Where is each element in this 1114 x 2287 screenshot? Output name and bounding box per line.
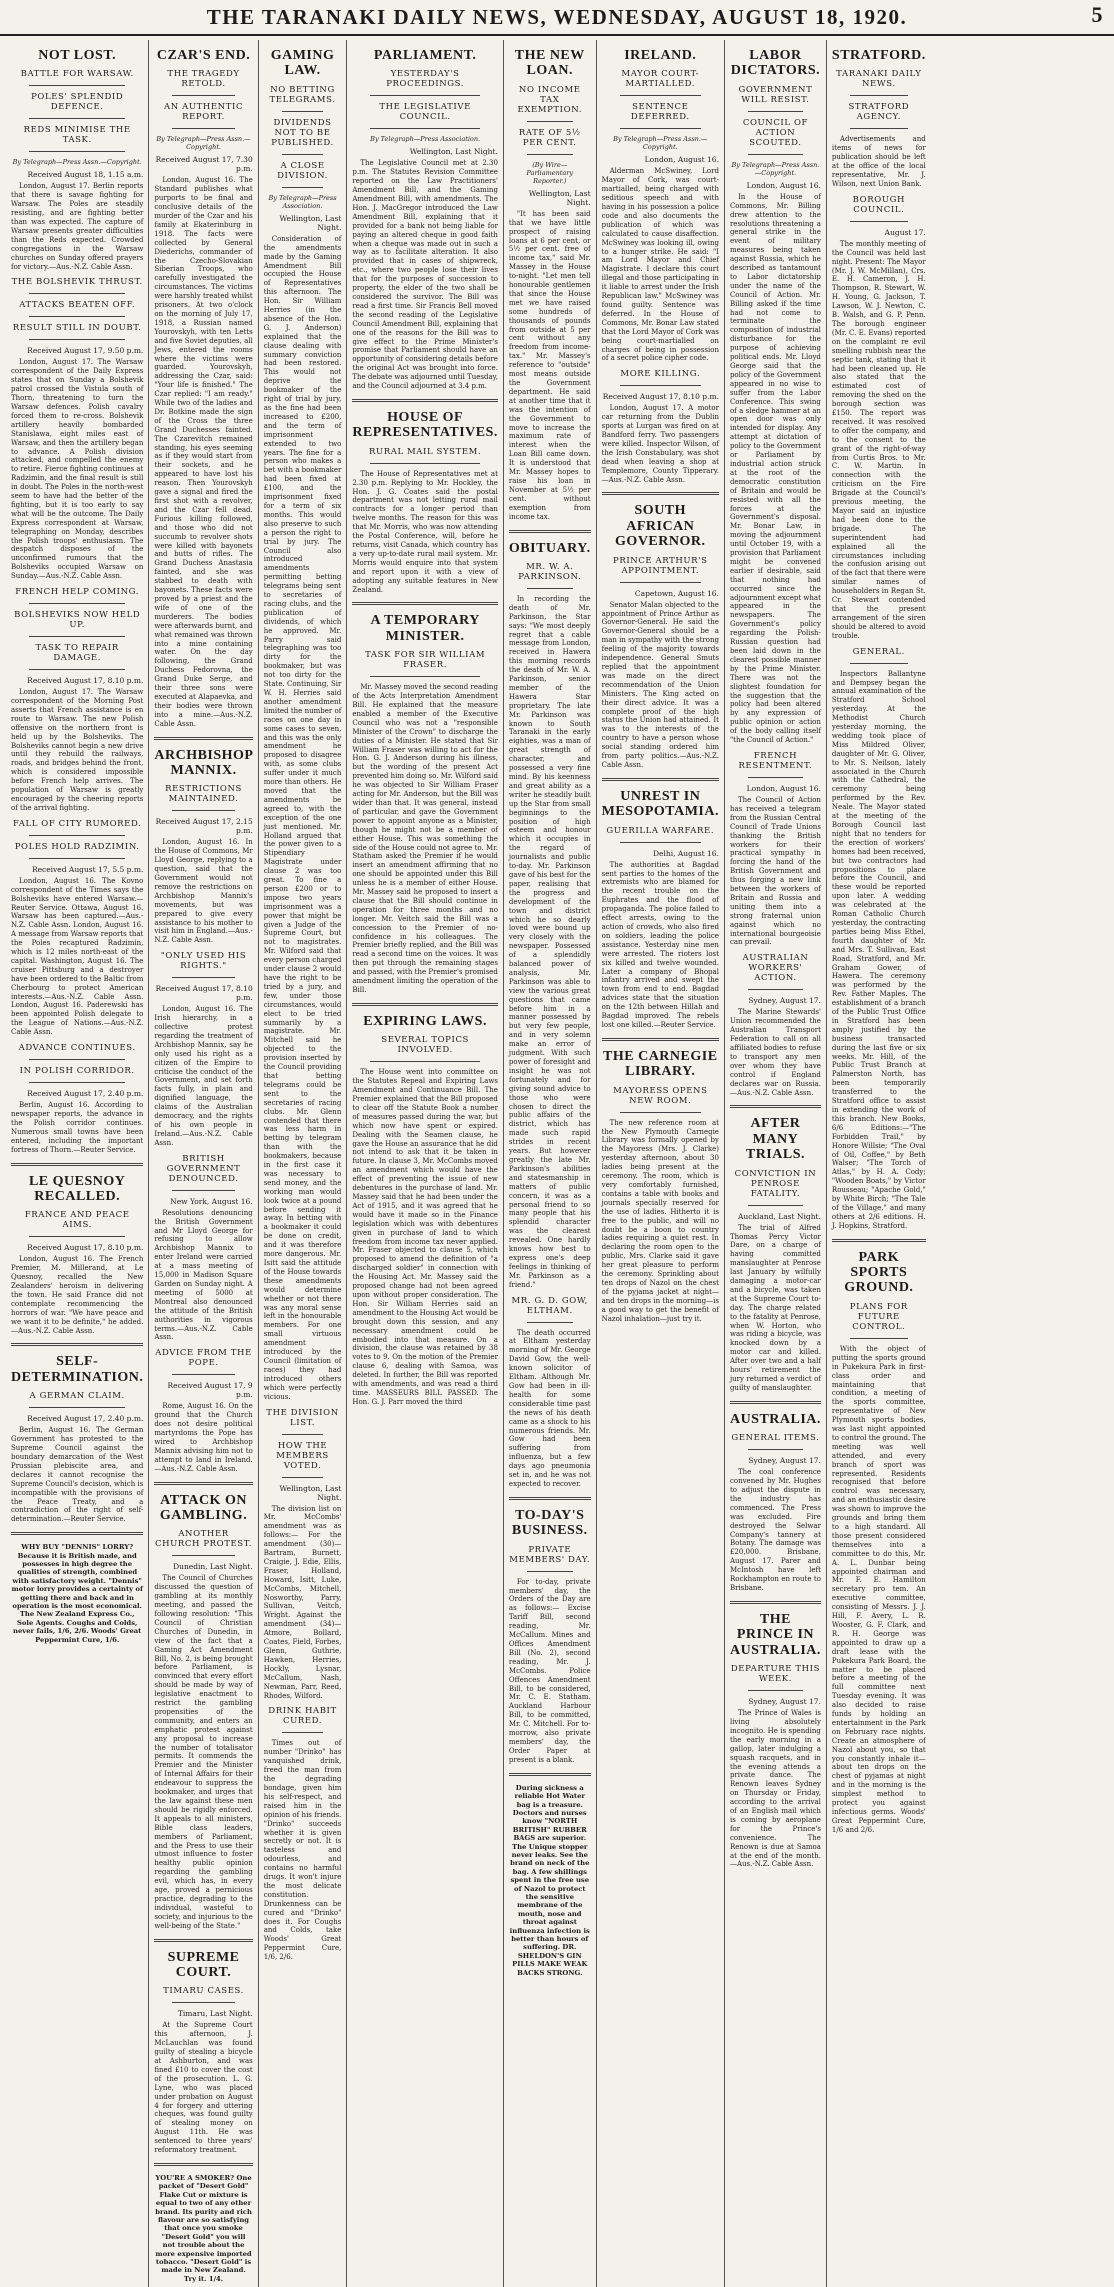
- sub-rule: [620, 582, 701, 583]
- sub-headline: TASK FOR SIR WILLIAM FRASER.: [365, 650, 486, 671]
- sub-headline: MAYOR COURT-MARTIALLED.: [621, 69, 700, 90]
- article-body: London, August 16. The Standard publishes what purports to be final and conclusive details of the murder of the Czar and his family at Ekaterinburg in 1918. The facts were collected by General Diederichs, commander of the Czecho-Slovakian Siberian Troops, who carefully investigated the circumstances. The victims were harshly treated whilst prisoners. At two o'clock on the morning of July 17, 1918, a Russian named Yourovskyh, with ten Letts and five Soviet deputies, all Jews, entered the rooms where the victims were guarded. Yourovskyh, addressing the Czar, said: "Your life is finished." The Czar replied: "I am ready." While two of the ladies and Dr. Botkine made the sign of the Cross the three Grand Duchesses fainted. The Czarevitch remained standing, his eyes seeming as if they would start from their sockets, and he appeared to have lost his reason. Then Yourovskyh gave a signal and fired the first shot with a revolver, and the Czar fell dead. Furious killing followed, and those who did not succumb to revolver shots were killed with bayonets and butts of rifles. The Grand Duchess Anastasia fainted, and she was stabbed to death with bayonets. These facts were proved by a priest and the wife of one of the murderers. The bodies were afterwards burnt, and what remained was thrown into a mine containing water. On the day following, the Grand Duchess Fedorovna, the Grand Duke Serge, and their three sons were executed at Alapaevka, and their bodies were thrown into a mine.—Aus.-N.Z. Cable Assn.: [154, 176, 253, 728]
- section-divider: [154, 737, 252, 740]
- column-1: [6, 40, 149, 2287]
- sub-rule: [527, 154, 573, 155]
- article-headline: EXPIRING LAWS.: [363, 1013, 487, 1029]
- article-body: In the House of Commons, Mr. Billing drew attention to the resolutions threatening a general strike in the event of military measures being taken against Russia, which he described as tantamount to Labor dictatorship under the name of the Council of Action. Mr. Billing asked if the time had not come to terminate the composition of industrial disturbance for the purpose of achieving political ends. Mr. Lloyd George said that the policy of the Government appeared in no wise to suffer from the Labor Conference. This swing of a sledge hammer at an open door was only intended for display. Any attempt at dictation of policy to the Government or Parliament by industrial action struck at the root of the democratic constitution of Britain and would be resisted with all the forces at the Government's disposal. Mr. Bonar Law, in moving the adjournment until October 19, with a provision that Parliament might be convened earlier if desirable, said that nothing had occurred since the adjournment except what appeared in the newspapers. The Government's policy regarding the Polish-Russian question had been laid down in the clearest possible manner by the Prime Minister. There was not the slightest foundation for the suggestion that the policy had been altered by any expression of public opinion or action of the body calling itself "the Council of Action.": [729, 192, 821, 745]
- sub-headline: THE TRAGEDY RETOLD.: [167, 69, 240, 90]
- article-body: The trial of Alfred Thomas Percy Victor Dare, on a charge of having committed manslaughter at Penrose last January by wilfully damaging a motor-car and a bicycle, was taken at the Supreme Court to-day. The charge related to the fatality at Penrose, when W. Horton, who was riding a bicycle, was knocked down by a motor car and killed. After over two and a half hours' retirement the jury returned a verdict of guilty of manslaughter.: [729, 1223, 821, 1392]
- dateline: Received August 17, 2.40 p.m.: [27, 1414, 144, 1424]
- sub-headline: POLES HOLD RADZIMIN.: [14, 841, 140, 852]
- sub-rule: [172, 810, 234, 811]
- dateline: August 17.: [884, 227, 926, 237]
- sub-rule: [748, 1690, 803, 1691]
- sub-headline: PRIVATE MEMBERS' DAY.: [509, 1544, 591, 1565]
- sub-headline: A GERMAN CLAIM.: [29, 1391, 125, 1402]
- article-body: Consideration of the amendments made by the Gaming Amendment Bill occupied the House of Representatives this afternoon. The Hon. Sir William Herries (in the absence of the Hon. G. J. Anderson) explained that the clause dealing with summary conviction had been restored. This would not deprive the bookmaker of the right of trial by jury, as the fine had been increased to £200, and the term of imprisonment extended to two years. The fine for a person who makes a bet with a bookmaker had been fixed at £100, and the imprisonment fixed for a term of six months. This would also preserve to such a person the right to trial by jury. The Council also introduced amendments permitting betting telegrams being sent to secretaries of racing clubs, and the publication of dividends, of which he approved. Mr. Parry said telegraphing was too dirty for the bookmaker, but was not too dirty for the State. Continuing, Sir W. H. Herries said another amendment limited the number of races on one day in some cases to seven, and this was the only amendment he proposed to disagree with, as some clubs suffer under it much more than others. He moved that the amendments be agreed to, with the exception of the one just mentioned. Mr. Holland argued that the power given to a Stipendiary Magistrate under clause 2 was too great. To fine a person £200 or to impose two years imprisonment was a power that might be given a Judge of the Supreme Court, but not to magistrates. Mr. Wilford said that every person charged under clause 2 would have the right to be tried by a jury, and few, under those circumstances, would elect to be tried summarily by a magistrate. Mr. Mitchell said he objected to the provision inserted by the Council providing that betting telegrams could be sent to the secretaries of racing clubs. Mr. Glenn contended that there was less harm in betting by telegram than with the bookmakers, because in the first case it was necessary to send money, and the working man would look twice at a pound before sending it away. In betting with a bookmaker it could be done on credit, and it was therefore more dangerous. Mr. Isitt said the attitude of the House towards these amendments would determine whether or not there was any moral sense left in the honourable members. For one small virtuous amendment introduced by the Council (limitation of races) they had introduced others which were perfectly vicious.: [263, 234, 342, 1401]
- article-headline: ATTACK ON GAMBLING.: [159, 1492, 248, 1523]
- dateline: Received August 17, 9.50 p.m.: [27, 346, 144, 356]
- article-headline: OBITUARY.: [508, 540, 591, 556]
- sub-rule: [29, 1407, 125, 1408]
- dateline: London, August 16.: [746, 783, 821, 793]
- section-divider: [352, 602, 498, 605]
- article-headline: SOUTH AFRICAN GOVERNOR.: [615, 503, 706, 550]
- sub-headline: THE DIVISION LIST.: [266, 1407, 339, 1428]
- dateline: Received August 18, 1.15 a.m.: [27, 170, 144, 180]
- sub-rule: [29, 858, 125, 859]
- article-headline: NOT LOST.: [38, 48, 117, 63]
- sub-rule: [370, 95, 480, 96]
- sub-headline: PLANS FOR FUTURE CONTROL.: [849, 1301, 908, 1332]
- column-5: [504, 40, 597, 2287]
- article-body: Resolutions denouncing the British Government and Mr Lloyd George for refusing to allow Archbishop Mannix to enter Ireland were carried at a mass meeting of 15,000 in Madison Square Garden on Sunday night. A meeting of 5000 at Montreal also denounced the attitude of the British authorities in vigorous terms.—Aus.-N.Z. Cable Assn.: [154, 1208, 253, 1342]
- sub-headline: BRITISH GOVERNMENT DENOUNCED.: [166, 1153, 241, 1184]
- section-divider: [154, 1482, 252, 1485]
- section-divider: [509, 1497, 591, 1500]
- dateline: New York, August 16.: [170, 1196, 253, 1206]
- dateline: Delhi, August 16.: [653, 848, 719, 858]
- sub-rule: [850, 128, 908, 129]
- section-divider: [602, 1038, 719, 1041]
- sub-rule: [29, 669, 125, 670]
- sub-rule: [620, 1112, 701, 1113]
- sub-headline: FRANCE AND PEACE AIMS.: [24, 1210, 130, 1231]
- column-7: [725, 40, 827, 2287]
- sub-headline: FRENCH RESENTMENT.: [738, 750, 813, 771]
- article-body: With the object of putting the sports ground in Pukekura Park in first-class order and maintaining that condition, a meeting of the sports committee, representative of New Plymouth sports bodies, was last night appointed to control the ground. The meeting was well attended, and every branch of sport was represented. Residents recognised that before control was necessary, and an enthusiastic desire was shown to improve the grounds and bring them to a high standard. All those present considered themselves into a committee to do this, Mr. A. L. Dunbar being appointed chairman and Mr. F. E. Hamilton secretary pro tem. An executive committee, consisting of Messrs. J. J. Hill, F. Avery, L. R. Wooster, G. F. Clark, and R. H. George was appointed to draw up a draft lease with the Pukekura Park Board, the matter to be placed before a meeting of the full committee next Tuesday evening. It was also decided to raise funds by holding an entertainment in the Park on February race nights. Create an atmosphere of Nazol about you, so that you constantly inhale it—about ten drops on the chest of pyjamas at night and in the morning is the simplest method to protect you against infectious germs. Woods' Great Peppermint Cure, 1/6 and 2/6.: [831, 1344, 926, 1834]
- sub-rule: [29, 151, 125, 152]
- sub-rule: [172, 977, 234, 978]
- sub-headline: MORE KILLING.: [620, 369, 701, 380]
- sub-headline: FRENCH HELP COMING.: [15, 587, 140, 598]
- sub-rule: [527, 588, 573, 589]
- sub-rule: [527, 1322, 573, 1323]
- sub-headline: RURAL MAIL SYSTEM.: [368, 446, 482, 457]
- article-body: Berlin, August 16. According to newspaper reports, the advance in the Polish corridor continues. Numerous small towns have been entered, including the important fortress of Thorn.—Reuter Service.: [11, 1101, 144, 1154]
- article-body: London, August 16. The Irish hierarchy, in a collective protest regarding the treatment of Archbishop Mannix, say he only used his right as a citizen of the Empire to criticise the conduct of the Government, and set forth facts fully, in plain and dignified language, the claims of the Australian democracy, and the rights of his own people in Ireland.—Aus.-N.Z. Cable Assn.: [154, 1005, 253, 1147]
- article-body: Inspectors Ballantyne and Dempsey began the annual examination of the Stratford School yesterday. At the Methodist Church yesterday morning, the wedding took place of Miss Mildred Oliver, daughter of Mr. G. Oliver, to Mr. S. Neilson, lately associated in the Church with the Cathedral, the ceremony being performed by the Rev. Neale. The Mayor stated at the meeting of the Borough Council last night that no tenders for the erection of workers' homes had been received, but two contractors had propositions to place before the Council, and these would be reported upon later. A wedding was celebrated at the Roman Catholic Church yesterday, the contracting parties being Miss Ethel, fourth daughter of Mr. and Mrs. T. Sullivan, East Road, Stratford, and Mr. Graham Gower, of Hawera. The ceremony was performed by the Rev. Father Maples. The establishment of a branch of the Public Trust Office in Stratford has been amply justified by the business transacted during the last five or six weeks. Mr. Hill, of the Public Trust Branch at Palmerston North, has been temporarily transferred to the Stratford office to assist in extending the work of this branch. New Books, 6/6 Editions:—"The Forbidden Trail," by Honore Willsie; "The Oval of Oil, Coffee," by Beth Walser; "The Torch of Atlas," by H. A. Cody; "Wooden Boats," by Victor Rousseau; "Apache Gold," by White Birch; "The Tale of the Village," and many others at 2/6 editions. H. J. Hopkins, Stratford.: [831, 669, 926, 1230]
- dateline: Dunedin, Last Night.: [173, 1562, 253, 1572]
- article-body: In recording the death of Mr. Parkinson, the Star says: "We most deeply regret that a cable message from London, received in Hawera this morning records the death of Mr. W. A. Parkinson, senior member of the Hawera Star proprietary. The late Mr. Parkinson was known to South Taranaki in the early eighties, was a man of great strength of character, and possessed a very fine mind. By his keenness and great ability as a writer he steadily built up the Star from small beginnings to the position of high esteem and honour which it occupies in the regard of journalists and public to-day. Mr. Parkinson gave of his best for the paper, realising that the progress and development of the town and district which he so dearly loved were bound up very closely with the newspaper. Possessed of a splendidly balanced power of analysis, Mr. Parkinson was able to view the various great questions that came before him in a manner possessed by but very few people, and in very solemn make an error of judgment. With such power of foresight and insight he was not fortunately and for giving sound advice to those who were chosen to direct the public affairs of the district, which has made such rapid strides in recent years. But however greatly the late Mr. Parkinson's abilities and statesmanship in matters of public concern, it was as a personal friend to so many people that his splendid character was the clearest revealed. One hardly knows how best to express one's deep feelings in thinking of Mr. Parkinson as a friend.": [508, 594, 591, 1289]
- sub-rule: [172, 1190, 234, 1191]
- article-headline: HOUSE OF REPRESENTATIVES.: [352, 409, 498, 441]
- dateline: Capetown, August 16.: [634, 588, 719, 598]
- sub-rule: [29, 1059, 125, 1060]
- byline: (By Wire—Parliamentary Reporter.): [526, 160, 574, 185]
- sub-headline: GOVERNMENT WILL RESIST.: [738, 84, 813, 105]
- advertisement: During sickness a reliable Hot Water bag is a treasure. Doctors and nurses know "NORTH BRITISH" RUBBER BAGS are superior. The Unique stopper never leaks. See the brand on neck of the bag. A few shillings spent in the free use of Nazol to protect the sensitive membrane of the mouth, nose and throat against influenza infection is better than hours of suffering. DR. SHELDON'S GIN PILLS MAKE WEAK BACKS STRONG.: [509, 1783, 590, 1977]
- sub-headline: BATTLE FOR WARSAW.: [20, 69, 134, 80]
- section-divider: [11, 1343, 143, 1346]
- article-headline: AFTER MANY TRIALS.: [745, 1116, 805, 1163]
- article-body: London, August 16. The Kovno correspondent of the Times says the Bolsheviks have entered Warsaw.—Reuter Service. Ottawa, August 16. Warsaw has been captured.—Aus.-N.Z. Cable Assn. London, August 16. A message from Warsaw reports that the Poles recaptured Radzimin, which is 12 miles north-east of the capital. Washington, August 16. The cruiser Pittsburg and a destroyer have been ordered to the Baltic from Cherbourg to protect American interests.—Aus.-N.Z. Cable Assn. London, August 16. Paderewski has been appointed Polish delegate to the League of Nations.—Aus.-N.Z. Cable Assn.: [11, 876, 144, 1037]
- dateline: Received August 17, 8.10 p.m.: [27, 676, 144, 686]
- article-body: Senator Malan objected to the appointment of Prince Arthur as Governor-General. He said the Governor-General should be a man in sympathy with the strong feeling of the majority towards independence. General Smuts replied that the appointment was made on the direct recommendation of the Union Ministers. The King acted on their direct advice. It was a complete proof of the high status the Union had attained. It was to the interests of the country to have a person whose social standing ordered him from party politics.—Aus.-N.Z. Cable Assn.: [601, 600, 719, 769]
- sub-rule: [748, 777, 803, 778]
- article-body: At the Supreme Court this afternoon, J. McLauchlan was found guilty of stealing a bicycle at Ashburton, and was fined £10 to cover the cost of the prosecution. L. G. Lyne, who was placed under probation on August 4 for forgery and uttering cheques, was found guilty of stealing money on August 11th. He was sentenced to three years' reformatory treatment.: [154, 2021, 253, 2155]
- sub-headline: IN POLISH CORRIDOR.: [19, 1066, 135, 1077]
- sub-headline: GUERILLA WARFARE.: [606, 825, 715, 836]
- dateline: Received August 17, 8.10 p.m.: [27, 1243, 144, 1253]
- sub-rule: [282, 1732, 324, 1733]
- sub-headline: THE LEGISLATIVE COUNCIL.: [379, 102, 471, 123]
- dateline: Received August 17, 8.10 p.m.: [155, 984, 253, 1003]
- article-body: Alderman McSwiney, Lord Mayor of Cork, was court-martialled, being charged with seditious speech and with having in his possession a police code and also documents the publication of which was calculated to cause disaffection. McSwiney was looking ill, owing to a hunger strike. He said: "I am Lord Mayor and Chief Magistrate. I declare this court illegal and those participating in it liable to arrest under the Irish Republican law." McSwiney was found guilty. Sentence was deferred. In the House of Commons, Mr. Bonar Law stated that the Lord Mayor of Cork was being court-martialled on charges of being in possession of a secret police cipher code.: [601, 167, 719, 363]
- sub-rule: [29, 835, 125, 836]
- page-number: 5: [1091, 2, 1104, 27]
- article-body: The House went into committee on the Statutes Repeal and Expiring Laws Amendment and Continuance Bill. The Premier explained that the Bill proposed to clear off the Statute Book a number of measures passed during the war, but which now have spent or expired. Dealing with the Seamen clause, he gave the House an assurance that he did not intend to ask that it be taken in future. In clause 3, Mr. McCombs moved an amendment which would have the effect of preventing the issue of new debentures in the purchase of land. Mr. Massey said that he had been under the Act of 1915, and it was agreed that he would have it made so in the Finance legislation which was with debentures given in purchase of land to which freedom from income tax never applied. Mr. Fraser objected to clause 5, which proposed to amend the definition of "a discharged soldier" in connection with the Housing Act. Mr. Massey said the proposed change had not been agreed upon without proper consideration. The Hon. Sir William Herries said an amendment to the Housing Act would be brought down this session, and any necessary amendment could be embodied into that measure. On a division, the clause was retained by 38 votes to 9. On the motion of the Premier clause 6, dealing with Samoa, was deleted. In further, the Bill was reported with amendments, and was read a third time. MASSEURS BILL PASSED. The Hon. G. J. Parr moved the third: [352, 1068, 498, 1406]
- dateline: Received August 17, 2.15 p.m.: [155, 817, 253, 836]
- sub-rule: [282, 154, 324, 155]
- advertisement: WHY BUY "DENNIS" LORRY? Because it is British made, and possesses in high degree the qualities of strength, combined with satisfactory weight. "Dennis" motor lorry provides a certainty of getting there and back and in operation is the most economical. The New Zealand Express Co., Sole Agents. Coughs and Colds, never fails, 1/6, 2/6. Woods' Great Peppermint Cure, 1/6.: [11, 1543, 143, 1644]
- sub-rule: [850, 221, 908, 222]
- ad-divider: [509, 1773, 591, 1776]
- sub-rule: [282, 111, 324, 112]
- sub-rule: [370, 463, 480, 464]
- article-headline: LE QUESNOY RECALLED.: [28, 1173, 126, 1204]
- section-divider: [832, 1239, 926, 1242]
- section-divider: [602, 492, 719, 495]
- dateline: Received August 17, 2.40 p.m.: [27, 1089, 144, 1099]
- sub-headline: ATTACKS BEATEN OFF.: [19, 300, 136, 311]
- sub-rule: [620, 385, 701, 386]
- dateline: Wellington, Last Night.: [528, 188, 591, 207]
- sub-headline: RESULT STILL IN DOUBT.: [12, 323, 142, 334]
- article-body: Rome, August 16. On the ground that the Church does not desire political martyrdoms the Pope has wired to Archbishop Mannix advising him not to attempt to land in Ireland.—Aus.-N.Z. Cable Assn.: [154, 1402, 253, 1473]
- article-body: Advertisements and items of news for publication should be left at the office of the local representative, Mr. J. Wilson, next Union Bank.: [831, 135, 926, 188]
- column-2: [149, 40, 258, 2287]
- dateline: Received August 17, 7.30 p.m.: [155, 155, 253, 174]
- sub-rule: [29, 1236, 125, 1237]
- sub-headline: TASK TO REPAIR DAMAGE.: [35, 643, 119, 664]
- sub-rule: [172, 128, 234, 129]
- sub-headline: THE BOLSHEVIK THRUST.: [11, 277, 143, 288]
- sub-headline: SENTENCE DEFERRED.: [630, 102, 690, 123]
- sub-headline: "ONLY USED HIS RIGHTS.": [160, 951, 247, 972]
- sub-rule: [748, 1449, 803, 1450]
- column-8: [827, 40, 931, 2287]
- sub-rule: [748, 111, 803, 112]
- article-headline: A TEMPORARY MINISTER.: [370, 613, 480, 644]
- sub-headline: COUNCIL OF ACTION SCOUTED.: [742, 117, 809, 148]
- article-body: For to-day, private members' day, the Orders of the Day are as follows:— Excise Tariff Bill, second reading, Mr. McCallum. Mines and Offices Amendment Bill (No. 2), second reading, Mr. J. McCombs. Police Offences Amendment Bill, to be considered, Mr. C. E. Statham. Auckland Harbour Bill, to be committed, Mr. C. Mitchell. For to-morrow, also private members' day, the Order Paper at present is a blank.: [508, 1577, 591, 1764]
- sub-rule: [850, 663, 908, 664]
- sub-headline: ADVICE FROM THE POPE.: [155, 1348, 252, 1369]
- sub-headline: A CLOSE DIVISION.: [277, 160, 328, 181]
- dateline: Wellington, Last Night.: [409, 147, 498, 157]
- dateline: Timaru, Last Night.: [177, 2009, 253, 2019]
- masthead: [0, 0, 1114, 36]
- article-body: The Prince of Wales is living absolutely incognito. He is spending the early morning in a gallop, later indulging a squash racquets, and in the evening attends a private dance. The Renown leaves Sydney on Thursday or Friday, according to the arrival of an English mail which is coming by aeroplane for the Prince's convenience. The Renown is due at Samoa at the end of the month.—Aus.-N.Z. Cable Assn.: [729, 1709, 821, 1869]
- sub-headline: GENERAL ITEMS.: [731, 1433, 820, 1444]
- sub-headline: RESTRICTIONS MAINTAINED.: [165, 784, 242, 805]
- dateline: Sydney, August 17.: [748, 1456, 821, 1466]
- advertisement: YOU'RE A SMOKER? One packet of "Desert Gold" Flake Cut or mixture is equal to two of any other brand. Its purity and rich flavour are so satisfying that once you smoke "Desert Gold" you will not trouble about the more expensive imported tobacco. "Desert Gold" is made in New Zealand. Try it. 1/4.: [155, 2173, 252, 2283]
- sub-rule: [29, 316, 125, 317]
- sub-headline: NO INCOME TAX EXEMPTION.: [517, 84, 582, 115]
- sub-rule: [370, 128, 480, 129]
- sub-rule: [29, 1082, 125, 1083]
- section-divider: [730, 1105, 821, 1108]
- byline: By Telegraph—Press Association.: [370, 135, 481, 144]
- sub-headline: BOLSHEVIKS NOW HELD UP.: [14, 610, 141, 631]
- dateline: Sydney, August 17.: [748, 1697, 821, 1707]
- article-body: "It has been said that we have little prospect of raising loans at 6 per cent, or 5½ per cent. free of income tax," said Mr. Massey in the House to-night. "Let men tell honourable gentlemen that since the House met we have raised some hundreds of thousands of pounds from outside at 5 per cent without any freedom from income-tax." Mr. Massey's reference to "outside" most means outside the Government department. He said at another time that it was the intention of the Government to move to increase the maximum rate of interest when the Loan Bill came down. It is understood that Mr. Massey hopes to raise his loan in November at 5½ per cent. without exemption from income tax.: [508, 209, 591, 521]
- column-4: [347, 40, 504, 2287]
- article-headline: PARLIAMENT.: [373, 48, 477, 63]
- page-columns: [6, 40, 1108, 2283]
- sub-rule: [172, 1374, 234, 1375]
- article-body: The Legislative Council met at 2.30 p.m. The Statutes Revision Committee reported on the Law Practitioners' Amendment Bill, and the Gaming Amendment Bill, with amendments. The Hon. J. MacGregor introduced the Law Amendment Bill, explaining that it provided for a bank not being liable for paying an altered cheque in good faith when a cheque was made out in such a way as to facilitate alteration. It also provided that in cases of shipwreck, etc., where two people lose their lives that for the purposes of succession to property, the elder of the two shall be considered the survivor. The Bill was read a first time. Sir Francis Bell moved the second reading of the Legislative Council Amendment Bill, explaining that one of the reasons for the Bill was to give effect to the Prime Minister's promise that Parliament should have an opportunity of considering details before the original Act was brought into force. The debate was adjourned until Tuesday, and the Council adjourned at 3.4 p.m.: [352, 159, 498, 391]
- dateline: Received August 17, 5.5 p.m.: [31, 864, 144, 874]
- article-body: The Council of Action has received a telegram from the Russian Central Council of Trade Unions thanking the British workers for their practical sympathy in forcing the hand of the British Government and thus forging a new link between the workers of Britain and Russia and uniting them into a strong fraternal union against which no international bourgeoisie can prevail.: [729, 795, 821, 947]
- sub-rule: [172, 95, 234, 96]
- article-body: The authorities at Bagdad sent parties to the homes of the extremists who are blamed for the recent trouble on the Euphrates and the flood of propaganda. The police failed to effect arrests, owing to the action of crowds, who also fired on soldiers, leading the police assistance. Yesterday nine men were arrested. The rioters lost six killed and twelve wounded. Later a company of Bhopal infantry arrived and swept the town from end to end. Bagdad advices state that the situation on the 12th between Hillah and Bagdad improved. The rebels lost one killed.—Reuter Service.: [601, 860, 719, 1029]
- article-body: The House of Representatives met at 2.30 p.m. Replying to Mr. Hockley, the Hon. J. G. Coates said the postal department was not letting rural mail contracts for a longer period than twelve months. The reason for this was that Mr. Morris, who was now attending the Postal Conference, will, before he returns, visit Canada, which country has a very up-to-date rural mail system. Mr. Morris would enquire into that system and report upon it with a view of adopting any suitable features in New Zealand.: [352, 469, 498, 594]
- sub-headline: DRINK HABIT CURED.: [268, 1706, 337, 1727]
- byline: By Telegraph—Press Assn.—Copyright.: [613, 135, 708, 152]
- section-divider: [352, 1003, 498, 1006]
- sub-rule: [748, 1205, 803, 1206]
- sub-headline: REDS MINIMISE THE TASK.: [23, 125, 131, 146]
- sub-rule: [370, 1061, 480, 1062]
- sub-rule: [282, 1477, 324, 1478]
- section-divider: [602, 778, 719, 781]
- article-body: London, August 16. The French Premier, M. Millerand, at Le Quesnoy, recalled the New Zealanders' heroism in delivering the town. He said France did not contemplate recommencing the horrors of war. "We have peace and we want it to be definite," he added.—Aus.-N.Z. Cable Assn.: [11, 1255, 144, 1335]
- dateline: London, August 16.: [746, 180, 821, 190]
- sub-headline: SEVERAL TOPICS INVOLVED.: [381, 1035, 469, 1056]
- sub-rule: [850, 95, 908, 96]
- sub-headline: DIVIDENDS NOT TO BE PUBLISHED.: [271, 117, 334, 148]
- article-headline: AUSTRALIA.: [729, 1411, 821, 1427]
- section-divider: [509, 530, 591, 533]
- dateline: Received August 17, 8.10 p.m.: [602, 392, 719, 402]
- sub-headline: GENERAL.: [852, 646, 905, 657]
- sub-rule: [29, 118, 125, 119]
- article-headline: IRELAND.: [624, 48, 697, 63]
- article-body: The new reference room at the New Plymouth Carnegie Library was formally opened by the Mayoress (Mrs. J. Clarke) yesterday afternoon, about 30 ladies being present at the ceremony. The room, which is very comfortably furnished, contains a table with books and journals specially reserved for the use of ladies. Hitherto it is free to the public, and will no doubt be a boon to country ladies requiring a quiet rest. In declaring the room open to the public, Mrs. Clarke said it gave her great pleasure to perform the ceremony. Sprinkling about ten drops of Nazol on the chest of the pyjama jacket at night—and ten drops in the morning—is a good way to get the benefit of Nazol inhalation—just try it.: [601, 1118, 719, 1323]
- sub-headline: AUSTRALIAN WORKERS' ACTION.: [742, 953, 809, 984]
- article-headline: SELF-DETERMINATION.: [11, 1354, 144, 1385]
- sub-rule: [29, 636, 125, 637]
- article-headline: STRATFORD.: [831, 48, 926, 63]
- sub-headline: NO BETTING TELEGRAMS.: [269, 84, 336, 105]
- article-body: Mr. Massey moved the second reading of the Acts Interpretation Amendment Bill. He explained that the measure enabled a member of the Executive Council who was not a "responsible Minister of the Crown" to discharge the duties of a Minister. He stated that Sir William Fraser was willing to act for the Hon. G. J. Anderson during his illness, but the wording of the present Act prevented him doing so. Mr. Wilford said he was objected to Sir William Fraser acting for Mr. Anderson, but the Bill was wider than that. It was general, instead of particular, and gave the Government power to appoint anyone as a Minister, though he might not be a member of either House. This was something the side of the House could not agree to. Mr. Statham asked the Premier if he would insert an amendment affirming that no one should be appointed under this Bill unless he is a member of either House. Mr. Massey said he proposed to insert a clause that the Bill should continue in operation for three months and no longer. Mr. Veitch said the Bill was a concession to the Premier of no-confidence in his colleagues. The Premier briefly replied, and the Bill was read a second time on the voices. It was then put through the remaining stages and passed, with the Premier's promised amendment limiting the operation of the Bill.: [352, 683, 498, 995]
- sub-rule: [620, 95, 701, 96]
- article-headline: UNREST IN MESOPOTAMIA.: [601, 788, 719, 820]
- dateline: Auckland, Last Night.: [737, 1211, 821, 1221]
- sub-rule: [282, 1434, 324, 1435]
- article-headline: ARCHBISHOP MANNIX.: [154, 747, 254, 778]
- sub-rule: [527, 1571, 573, 1572]
- article-body: London, August 17. The Warsaw correspondent of the Daily Express states that on Sunday a Bolshevik patrol crossed the Vistula south of Thorn, threatening to turn the Warsaw defences. Polish cavalry forced them to re-cross. Bolshevik artillery heavily bombarded Stanislawa, eight miles east of Warsaw, and then the artillery began to advance. A Polish division attacked, and compelled the enemy to retire. Fierce fighting continues at Radzimin, and the final result is still in doubt. The Poles in the north-west seem to have had the better of the fighting, but it is too early to say what will be the outcome. The Daily Express correspondent at Warsaw, telegraphing on Monday, describes the Polish troops' enthusiasm. The despatch disposes of the unconfirmed rumours that the Bolsheviks occupied Warsaw on Sunday.—Aus.-N.Z. Cable Assn.: [11, 358, 144, 581]
- masthead-title: THE TARANAKI DAILY NEWS, WEDNESDAY, AUGUST 18, 1920.: [206, 4, 908, 29]
- article-headline: GAMING LAW.: [270, 48, 335, 79]
- article-headline: PARK SPORTS GROUND.: [844, 1249, 914, 1296]
- sub-headline: DEPARTURE THIS WEEK.: [730, 1664, 821, 1685]
- sub-rule: [29, 293, 125, 294]
- article-headline: THE PRINCE IN AUSTRALIA.: [729, 1611, 821, 1658]
- sub-headline: MR. G. D. GOW, ELTHAM.: [511, 1295, 588, 1316]
- article-body: The monthly meeting of the Council was held last night. Present: The Mayor (Mr. J. W. McMillan), Crs. E. H. Cameron, J. H. Thompson, R. Stewart, W. H. Young, G. Jackson, T. Lawson, W. J. Newton, C. B. Walsh, and G. P. Penn. The borough engineer (Mr. C. E. Evans) reported on the complaint re evil smelling rubbish near the septic tank, stating that it had been cleaned up. He also stated that the estimated cost of removing the shed on the borough section was £150. The report was received. It was resolved to offer the company, and to the consent to the grant of the right-of-way from Curtis Bros. to Mr. C. W. Martin. In connection with the criticism on the Fire Brigade at the Council's previous meeting, the Mayor said an injustice had been done to the brigade. The superintendent had explained all the circumstances including the confusion arising out of the fact that there were similar names of householders in Regan St. Cr. Stewart contended that the present arrangement of the siren should be altered to avoid trouble.: [831, 239, 926, 640]
- sub-headline: MR. W. A. PARKINSON.: [518, 561, 582, 582]
- sub-headline: ANOTHER CHURCH PROTEST.: [155, 1529, 253, 1550]
- column-6: [597, 40, 725, 2287]
- section-divider: [154, 1939, 252, 1942]
- article-body: The division list on Mr. McCombs' amendment was as follows:— For the amendment (30)—Bartram, Burnett, Craigie, J. Edie, Ellis, Fraser, Holland, Howard, Isitt, Luke, McCombs, Mitchell, Nosworthy, Parry, Sullivan, Veitch, Wright. Against the amendment (34)—Atmore, Bollard, Coates, Field, Forbes, Glenn, Guthrie, Hawken, Herries, Hockly, Lysnar, McCallum, Nash, Newman, Parr, Reed, Rhodes, Wilford.: [263, 1504, 342, 1700]
- dateline: Sydney, August 17.: [748, 996, 821, 1006]
- article-body: The death occurred at Eltham yesterday morning of Mr. George David Gow, the well-known solicitor of Eltham. Although Mr. Gow had been in ill-health for some considerable time past the news of his death came as a shock to his numerous friends. Mr. Gow had been suffering from influenza, but a few days ago pneumonia set in, and he was not expected to recover.: [508, 1328, 591, 1488]
- sub-headline: POLES' SPLENDID DEFENCE.: [31, 92, 124, 113]
- sub-rule: [748, 154, 803, 155]
- column-3: [259, 40, 348, 2287]
- byline: By Telegraph—Press Association.: [268, 193, 337, 210]
- section-divider: [730, 1401, 821, 1404]
- article-body: The Marine Stewards' Union recommended the Australian Transport Federation to call on all affiliated bodies to refuse to transport any men over whom they have control if England declares war on Russia.—Aus.-N.Z. Cable Assn.: [729, 1008, 821, 1097]
- article-headline: SUPREME COURT.: [167, 1949, 240, 1980]
- sub-rule: [850, 1338, 908, 1339]
- sub-rule: [172, 1555, 234, 1556]
- sub-headline: FALL OF CITY RUMORED.: [13, 818, 142, 829]
- ad-divider: [154, 2163, 252, 2166]
- dateline: Wellington, Last Night.: [279, 1483, 342, 1502]
- dateline: London, August 16.: [644, 155, 719, 165]
- sub-headline: YESTERDAY'S PROCEEDINGS.: [386, 69, 465, 90]
- sub-headline: AN AUTHENTIC REPORT.: [164, 102, 244, 123]
- article-headline: LABOR DICTATORS.: [730, 48, 821, 79]
- section-divider: [11, 1163, 143, 1166]
- sub-headline: BOROUGH COUNCIL.: [852, 194, 905, 215]
- sub-rule: [620, 128, 701, 129]
- article-body: London, August 16. In the House of Commons, Mr Lloyd George, replying to a question, said that the Government would not remove the restrictions on Archbishop Mannix's movements, but was prepared to give every assistance to his mother to visit him in England.—Aus.-N.Z. Cable Assn.: [154, 838, 253, 945]
- section-divider: [352, 399, 498, 402]
- sub-headline: HOW THE MEMBERS VOTED.: [276, 1440, 329, 1471]
- section-divider: [730, 1601, 821, 1604]
- sub-headline: RATE OF 5½ PER CENT.: [518, 127, 581, 148]
- byline: By Telegraph—Press Assn.—Copyright.: [731, 160, 820, 177]
- sub-rule: [620, 842, 701, 843]
- sub-rule: [172, 2002, 234, 2003]
- sub-headline: ADVANCE CONTINUES.: [18, 1043, 136, 1054]
- article-headline: TO-DAY'S BUSINESS.: [511, 1507, 588, 1539]
- article-body: The coal conference convened by Mr. Hughes to adjust the dispute in the industry has commenced. The Press was excluded. Fire destroyed the Selwar Company's tannery at Botany. The damage was £20,000. Brisbane, August 17. Parer and McIntosh have left Rockhampton en route to Brisbane.: [729, 1468, 821, 1592]
- sub-headline: MAYORESS OPENS NEW ROOM.: [613, 1085, 708, 1106]
- dateline: Received August 17, 9 p.m.: [167, 1381, 253, 1400]
- article-body: Berlin, August 16. The German Government has protested to the Supreme Council against the boundary demarcation of the West Prussian plebiscite area, and declares it cannot recognise the Supreme Council's decision, which is incompatible with the provisions of the Peace Treaty, and a contradiction of the right of self-determination.—Reuter Service.: [11, 1426, 144, 1524]
- article-body: London, August 17. Berlin reports that there is savage fighting for Warsaw. The Poles are steadily resisting, and are fighting better than was expected. The capture of Warsaw presents greater difficulties than the Reds expected. Crowded congregations in the Warsaw churches on Sunday offered prayers for victory.—Aus.-N.Z. Cable Assn.: [11, 182, 144, 271]
- dateline: Wellington, Last Night.: [279, 213, 342, 232]
- sub-rule: [29, 85, 125, 86]
- article-body: London, August 17. The Warsaw correspondent of the Morning Post asserts that French assistance is en route to Warsaw. The new Polish offensive on the northern front is held up by the Bolsheviks. The Bolsheviks cannot begin a new drive until they rebuild the railways, roads, and bridges behind the front, which is considered impossible before French help arrives. The population of Warsaw is greatly encouraged by the cheering reports of the arrival fighting.: [11, 688, 144, 812]
- sub-headline: TIMARU CASES.: [163, 1986, 244, 1997]
- article-body: The Council of Churches discussed the question of gambling at its monthly meeting, and passed the following resolution: "This Council of Christian Churches of Dunedin, in view of the fact that a Gaming Act Amendment Bill, No. 2, is being brought before Parliament, is convinced that every effort should be made by way of legislative enactment to restrict the gambling propensities of the community, and enters an emphatic protest against any proposal to increase the number of totalisator permits. It commends the Premier and the Minister of Internal Affairs for their endeavour to suppress the bookmaker, and urges that the law against these men should be rigidly enforced. It appeals to all ministers, Bible class leaders, members of Parliament, and the Press to use their utmost influence to foster healthy public opinion regarding the gambling evil, which has, in every age, proved a pernicious practice, degrading to the individual, wasteful to society, and injurious to the well-being of the State.": [154, 1574, 253, 1930]
- sub-rule: [29, 603, 125, 604]
- sub-rule: [370, 676, 480, 677]
- byline: By Telegraph—Press Assn.—Copyright.: [12, 158, 142, 167]
- sub-headline: PRINCE ARTHUR'S APPOINTMENT.: [613, 555, 708, 576]
- sub-rule: [527, 121, 573, 122]
- article-body: London, August 17. A motor car returning from the Dublin sports at Lurgan was fired on at Bandford ferry. Two passengers were killed. Inspector Wilson, of the Irish Constabulary, was shot dead when leaving a shop at Templemore, County Tipperary.—Aus.-N.Z. Cable Assn.: [601, 404, 719, 484]
- article-headline: THE NEW LOAN.: [514, 48, 585, 79]
- article-body: Times out of number "Drinko" has vanquished drink, freed the man from the degrading bondage, given him his self-respect, and raised him in the opinion of his friends. "Drinko" succeeds whether it is given secretly or not. It is tasteless and odourless, and contains no harmful drugs. It won't injure the most delicate constitution. Drunkenness can be cured and "Drinko" does it. For Coughs and Colds, take Woods' Great Peppermint Cure, 1/6, 2/6.: [263, 1739, 342, 1962]
- sub-headline: STRATFORD AGENCY.: [848, 102, 910, 123]
- sub-rule: [282, 187, 324, 188]
- sub-rule: [29, 339, 125, 340]
- article-headline: THE CARNEGIE LIBRARY.: [603, 1048, 718, 1080]
- sub-headline: CONVICTION IN PENROSE FATALITY.: [734, 1168, 817, 1199]
- ad-divider: [11, 1532, 143, 1535]
- article-headline: CZAR'S END.: [156, 48, 251, 63]
- sub-headline: TARANAKI DAILY NEWS.: [836, 69, 922, 90]
- sub-rule: [748, 989, 803, 990]
- byline: By Telegraph—Press Assn.—Copyright.: [156, 135, 251, 152]
